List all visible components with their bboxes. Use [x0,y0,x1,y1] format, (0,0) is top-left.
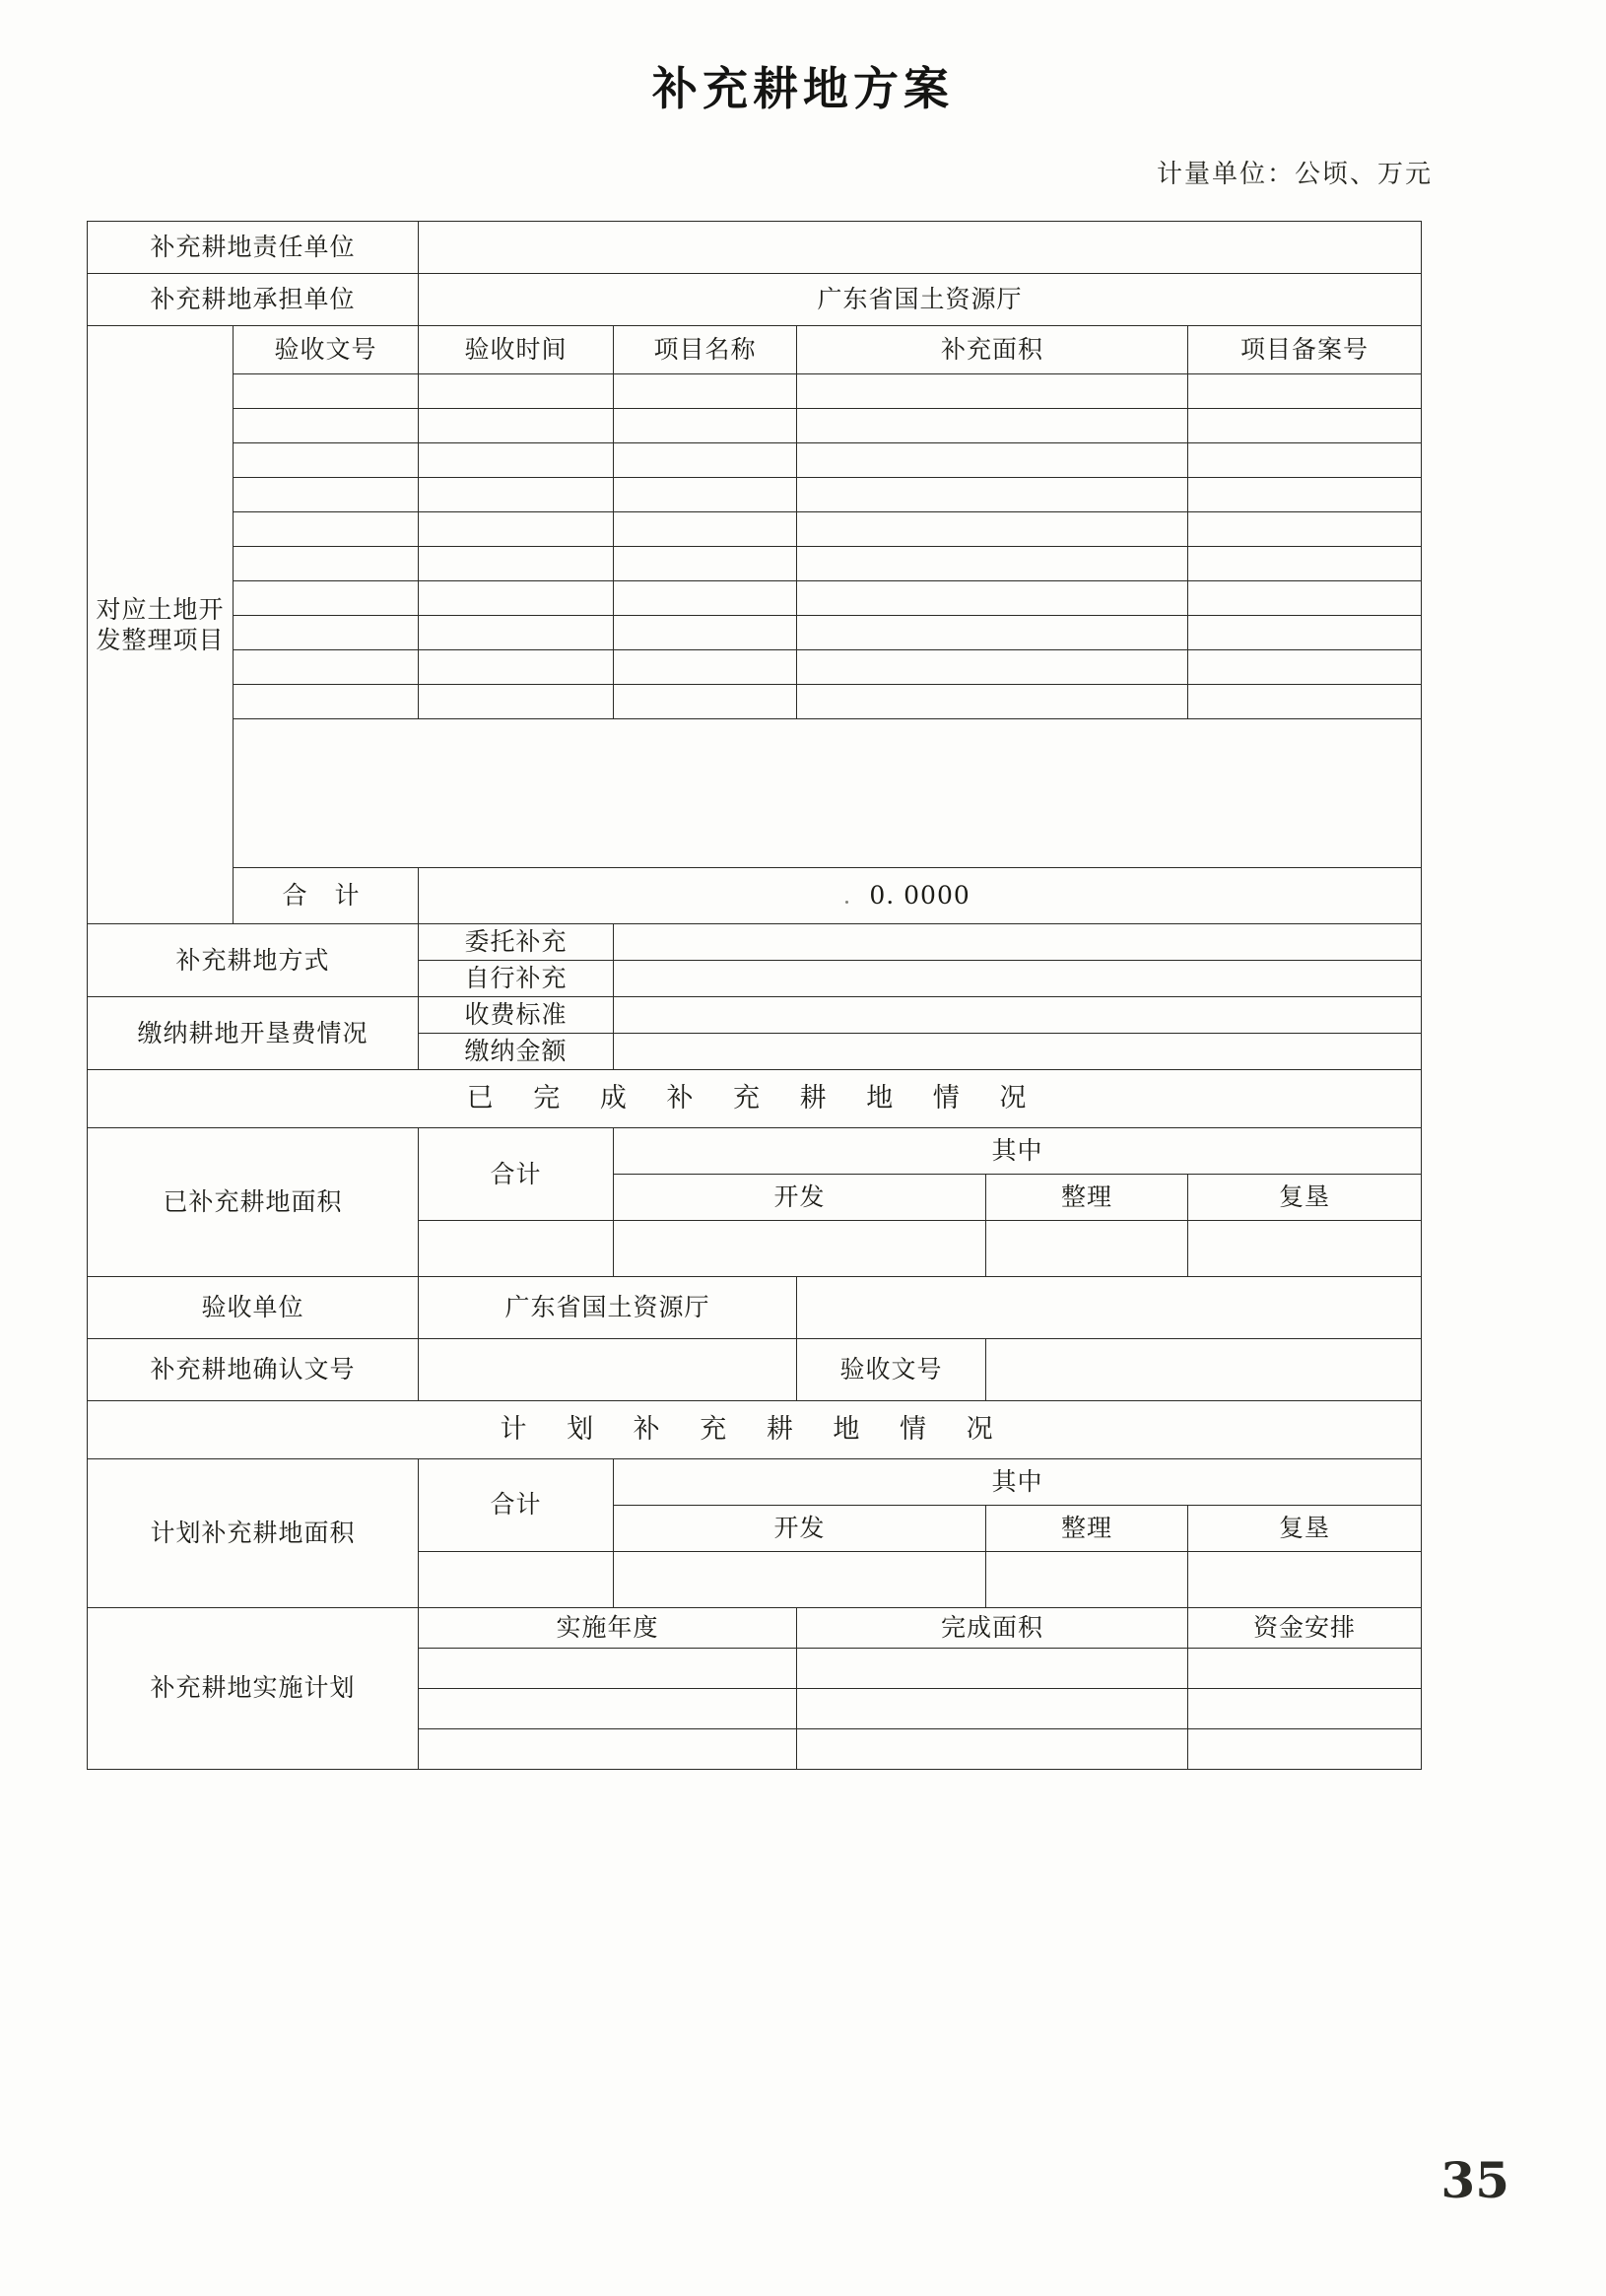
project-cell-accept-doc[interactable] [234,374,419,409]
project-cell-accept-time[interactable] [419,616,614,650]
planned-among-label: 其中 [614,1458,1422,1505]
supplement-method-item-entrusted-label: 委托补充 [419,924,614,961]
completed-section-header: 已 完 成 补 充 耕 地 情 况 [88,1070,1422,1128]
project-cell-accept-doc[interactable] [234,650,419,685]
project-cell-record-number[interactable] [1188,443,1422,478]
undertaking-unit-value[interactable]: 广东省国土资源厅 [419,274,1422,326]
accept-doc-label: 验收文号 [797,1338,986,1400]
table-row [88,547,1422,581]
projects-col-supplement-area: 补充面积 [797,326,1188,374]
project-cell-accept-doc[interactable] [234,616,419,650]
completed-reclamation-value[interactable] [1188,1220,1422,1276]
implementation-cell-year[interactable] [419,1648,797,1688]
project-cell-record-number[interactable] [1188,650,1422,685]
table-row [88,409,1422,443]
project-cell-accept-doc[interactable] [234,409,419,443]
table-row [88,478,1422,512]
implementation-cell-year[interactable] [419,1688,797,1728]
project-cell-accept-time[interactable] [419,443,614,478]
project-cell-project-name[interactable] [614,409,797,443]
project-cell-accept-doc[interactable] [234,443,419,478]
projects-row-label: 对应土地开发整理项目 [88,326,234,924]
page-title: 补充耕地方案 [652,62,954,115]
table-row [88,1400,1422,1458]
project-cell-record-number[interactable] [1188,616,1422,650]
project-cell-supplement-area[interactable] [797,650,1188,685]
project-cell-project-name[interactable] [614,478,797,512]
projects-col-accept-time: 验收时间 [419,326,614,374]
project-cell-supplement-area[interactable] [797,581,1188,616]
project-cell-record-number[interactable] [1188,512,1422,547]
reclamation-fee-standard-value[interactable] [614,997,1422,1034]
table-row [88,1338,1422,1400]
project-cell-accept-time[interactable] [419,478,614,512]
project-cell-supplement-area[interactable] [797,616,1188,650]
table-row [88,374,1422,409]
table-row [88,274,1422,326]
implementation-col-funding: 资金安排 [1188,1607,1422,1648]
table-row [88,443,1422,478]
project-cell-project-name[interactable] [614,443,797,478]
accept-unit-value[interactable]: 广东省国土资源厅 [419,1276,797,1338]
project-cell-accept-time[interactable] [419,409,614,443]
project-cell-accept-time[interactable] [419,685,614,719]
table-row [88,326,1422,374]
project-cell-accept-doc[interactable] [234,478,419,512]
projects-spacer-area[interactable] [234,719,1422,868]
implementation-plan-label: 补充耕地实施计划 [88,1607,419,1769]
planned-subcol-development: 开发 [614,1505,986,1551]
project-cell-accept-time[interactable] [419,512,614,547]
supplement-method-item-entrusted-value[interactable] [614,924,1422,961]
planned-consolidation-value[interactable] [986,1551,1188,1607]
planned-total-value[interactable] [419,1551,614,1607]
projects-total-label: 合 计 [234,868,419,924]
project-cell-supplement-area[interactable] [797,478,1188,512]
planned-subcol-reclamation: 复垦 [1188,1505,1422,1551]
project-cell-record-number[interactable] [1188,374,1422,409]
accept-unit-extra-cell[interactable] [797,1276,1422,1338]
project-cell-supplement-area[interactable] [797,443,1188,478]
project-cell-project-name[interactable] [614,512,797,547]
implementation-cell-funding[interactable] [1188,1728,1422,1769]
responsible-unit-label: 补充耕地责任单位 [88,222,419,274]
implementation-cell-funding[interactable] [1188,1648,1422,1688]
completed-total-value[interactable] [419,1220,614,1276]
supplement-method-item-self-label: 自行补充 [419,961,614,997]
implementation-cell-funding[interactable] [1188,1688,1422,1728]
table-row [88,1276,1422,1338]
implementation-cell-completed-area[interactable] [797,1648,1188,1688]
project-cell-project-name[interactable] [614,581,797,616]
supplement-method-label: 补充耕地方式 [88,924,419,997]
implementation-col-year: 实施年度 [419,1607,797,1648]
confirm-doc-label: 补充耕地确认文号 [88,1338,419,1400]
planned-total-label: 合计 [419,1458,614,1551]
planned-section-header: 计 划 补 充 耕 地 情 况 [88,1400,1422,1458]
accept-doc-value[interactable] [986,1338,1422,1400]
project-cell-record-number[interactable] [1188,547,1422,581]
reclamation-fee-amount-label: 缴纳金额 [419,1034,614,1070]
implementation-cell-completed-area[interactable] [797,1728,1188,1769]
planned-area-label: 计划补充耕地面积 [88,1458,419,1607]
projects-col-record-number: 项目备案号 [1188,326,1422,374]
project-cell-record-number[interactable] [1188,409,1422,443]
page-number: 35 [1440,2151,1509,2209]
responsible-unit-value[interactable] [419,222,1422,274]
planned-reclamation-value[interactable] [1188,1551,1422,1607]
planned-development-value[interactable] [614,1551,986,1607]
table-row [88,719,1422,868]
table-row [88,1607,1422,1648]
project-cell-accept-time[interactable] [419,547,614,581]
reclamation-fee-amount-value[interactable] [614,1034,1422,1070]
project-cell-record-number[interactable] [1188,478,1422,512]
project-cell-accept-time[interactable] [419,374,614,409]
project-cell-accept-doc[interactable] [234,512,419,547]
table-row [88,616,1422,650]
undertaking-unit-label: 补充耕地承担单位 [88,274,419,326]
table-row [88,650,1422,685]
completed-consolidation-value[interactable] [986,1220,1188,1276]
project-cell-accept-doc[interactable] [234,581,419,616]
project-cell-supplement-area[interactable] [797,547,1188,581]
table-row [88,512,1422,547]
project-cell-record-number[interactable] [1188,581,1422,616]
implementation-cell-completed-area[interactable] [797,1688,1188,1728]
completed-development-value[interactable] [614,1220,986,1276]
reclamation-fee-label: 缴纳耕地开垦费情况 [88,997,419,1070]
project-cell-supplement-area[interactable] [797,374,1188,409]
table-row [88,1458,1422,1505]
supplement-method-item-self-value[interactable] [614,961,1422,997]
projects-col-project-name: 项目名称 [614,326,797,374]
completed-area-label: 已补充耕地面积 [88,1127,419,1276]
table-row [88,581,1422,616]
projects-col-accept-doc: 验收文号 [234,326,419,374]
project-cell-project-name[interactable] [614,650,797,685]
project-cell-project-name[interactable] [614,547,797,581]
project-cell-record-number[interactable] [1188,685,1422,719]
table-row [88,997,1422,1034]
project-cell-supplement-area[interactable] [797,685,1188,719]
completed-subcol-reclamation: 复垦 [1188,1174,1422,1220]
planned-subcol-consolidation: 整理 [986,1505,1188,1551]
project-cell-accept-doc[interactable] [234,547,419,581]
supplementary-farmland-form [87,221,1422,1770]
table-row [88,924,1422,961]
project-cell-project-name[interactable] [614,685,797,719]
project-cell-supplement-area[interactable] [797,409,1188,443]
completed-subcol-consolidation: 整理 [986,1174,1188,1220]
table-row [88,868,1422,924]
table-row [88,1127,1422,1174]
measurement-unit-note: 计量单位：公顷、万元 [1156,160,1433,189]
reclamation-fee-standard-label: 收费标准 [419,997,614,1034]
table-row [88,222,1422,274]
project-cell-project-name[interactable] [614,616,797,650]
scan-speck [845,901,848,904]
completed-among-label: 其中 [614,1127,1422,1174]
implementation-col-completed-area: 完成面积 [797,1607,1188,1648]
project-cell-accept-doc[interactable] [234,685,419,719]
project-cell-project-name[interactable] [614,374,797,409]
table-row [88,1070,1422,1128]
project-cell-supplement-area[interactable] [797,512,1188,547]
completed-subcol-development: 开发 [614,1174,986,1220]
completed-total-label: 合计 [419,1127,614,1220]
accept-unit-label: 验收单位 [88,1276,419,1338]
project-cell-accept-time[interactable] [419,650,614,685]
confirm-doc-value[interactable] [419,1338,797,1400]
form-table-frame [87,221,1421,1770]
table-row [88,685,1422,719]
project-cell-accept-time[interactable] [419,581,614,616]
projects-total-value[interactable]: 0. 0000 [419,868,1422,924]
implementation-cell-year[interactable] [419,1728,797,1769]
